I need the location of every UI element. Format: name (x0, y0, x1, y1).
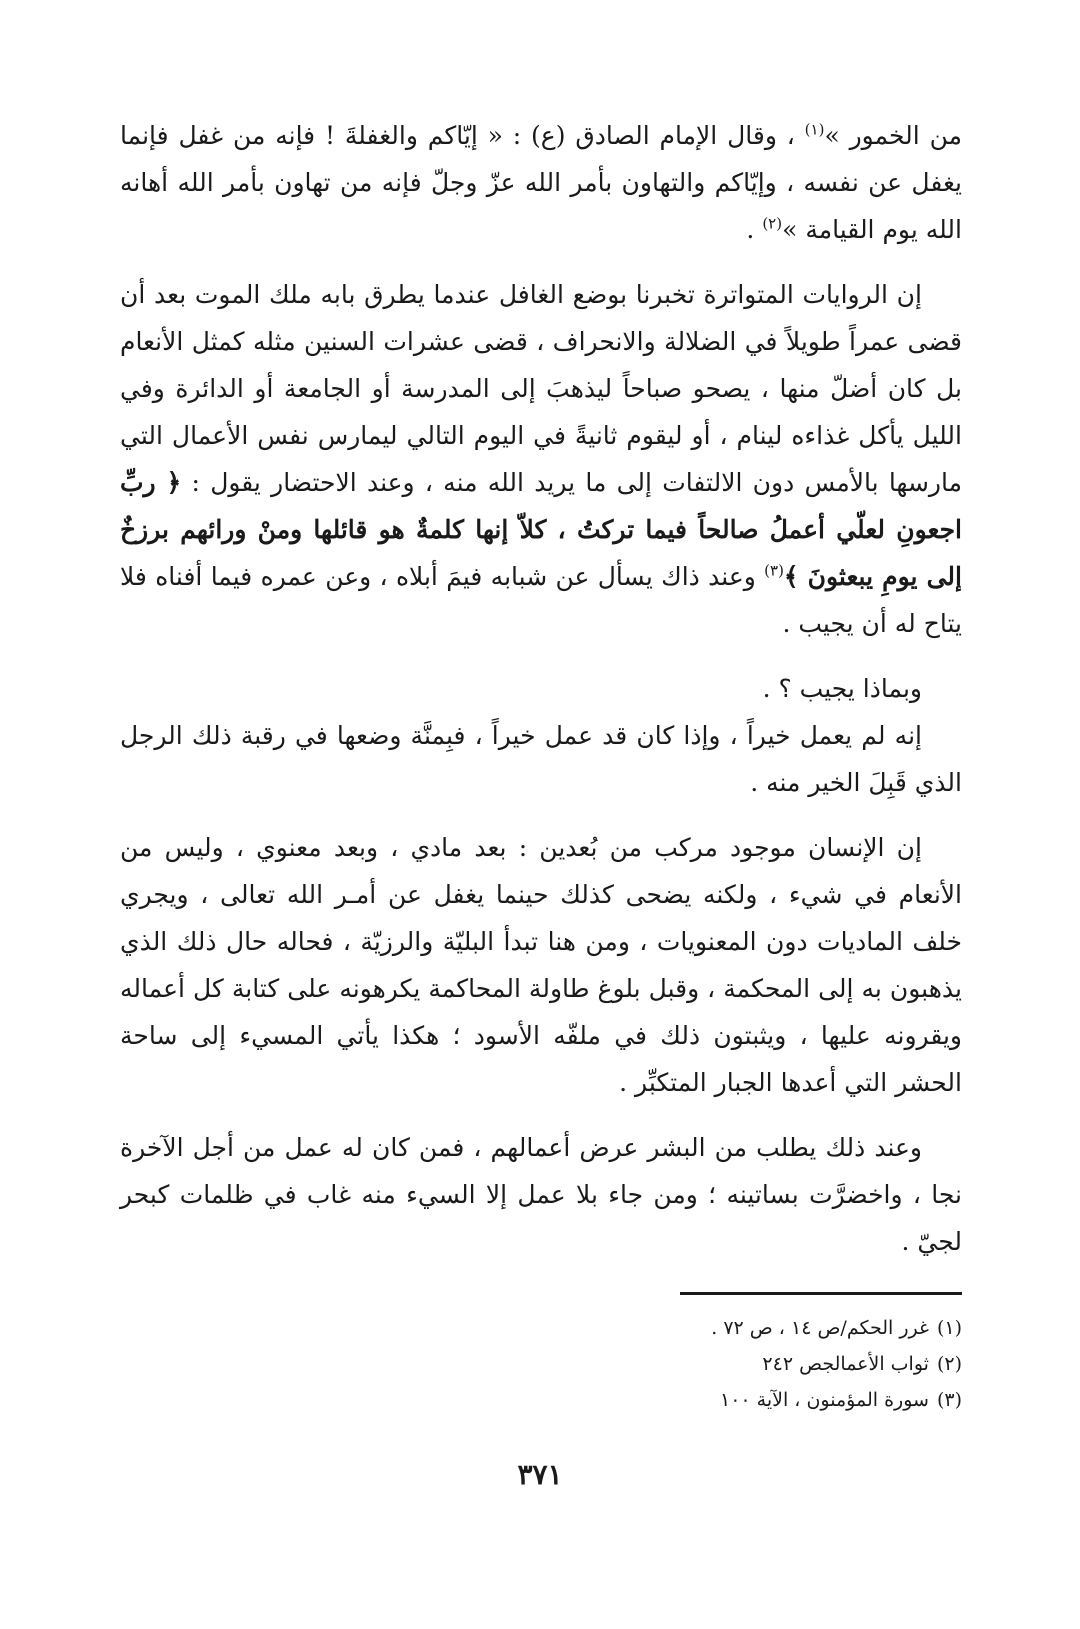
paragraph-1-text-start: من الخمور » (824, 121, 962, 150)
paragraph-6: وعند ذلك يطلب من البشر عرض أعمالهم ، فمن كان له عمل من أجل الآخرة نجا ، واخضرَّت بساتينه ؛ ومن جاء بلا عمل إلا السيء منه غاب في ظلمات كبحر لجيّ . (120, 1133, 962, 1256)
paragraph-2-text-end: وعند ذاك يسأل عن شبابه فيمَ أبلاه ، وعن عمره فيما أفناه فلا يتاح له أن يجيب . (120, 562, 962, 638)
page-number: ٣٧١ (517, 1458, 563, 1491)
footnote-ref-2: (٢) (762, 214, 783, 233)
footnote-2 (362, 1346, 962, 1382)
main-text (120, 112, 962, 1265)
footnote-3-number: (٣) (936, 1389, 962, 1411)
paragraph-3: وبماذا يجيب ؟ . (762, 674, 922, 703)
footnote-divider (680, 1292, 962, 1295)
footnote-1-number: (١) (936, 1317, 962, 1339)
footnotes (362, 1310, 962, 1418)
footnote-2-number: (٢) (936, 1353, 962, 1375)
footnote-1 (362, 1310, 962, 1346)
footnote-3 (362, 1382, 962, 1418)
paragraph-1-text-middle: ، وقال الإمام الصادق (ع) : « إيّاكم والغفلةَ ! فإنه من غفل فإنما يغفل عن نفسه ، وإيّاكم والتهاون بأمر الله عزّ وجلّ فإنه من تهاون بأمر الله أهانه الله يوم القيامة » (120, 121, 962, 244)
footnote-2-text: ثواب الأعمالجص ٢٤٢ (762, 1353, 929, 1375)
footnote-ref-1: (١) (804, 120, 825, 139)
paragraph-2 (120, 271, 962, 647)
footnote-1-text: غرر الحكم/ص ١٤ ، ص ٧٢ . (711, 1317, 929, 1339)
paragraph-2-text-start: إن الروايات المتواترة تخبرنا بوضع الغافل عندما يطرق بابه ملك الموت بعد أن قضى عمراً طويلاً في الضلالة والانحراف ، قضى عشرات السنين مثله كمثل الأنعام بل كان أضلّ منها ، يصحو صباحاً ليذهبَ إلى المدرسة أو الجامعة أو الدائرة وفي الليل يأكل غذاءه لينام ، أو ليقوم ثانيةً في اليوم التالي ليمارس نفس الأعمال التي مارسها بالأمس دون الالتفات إلى ما يريد الله منه ، وعند الاحتضار يقول : (120, 280, 962, 497)
paragraph-4: إنه لم يعمل خيراً ، وإذا كان قد عمل خيراً ، فبِمنَّة وضعها في رقبة ذلك الرجل الذي قَبِلَ الخير منه . (120, 721, 962, 797)
footnote-ref-3: (٣) (764, 561, 784, 580)
paragraph-1-text-end: . (746, 215, 763, 244)
paragraph-5: إن الإنسان موجود مركب من بُعدين : بعد مادي ، وبعد معنوي ، وليس من الأنعام في شيء ، ولكنه يضحى كذلك حينما يغفل عن أمـر الله تعالى ، ويجري خلف الماديات دون المعنويات ، ومن هنا تبدأ البليّة والرزيّة ، فحاله حال ذلك الذي يذهبون به إلى المحكمة ، وقبل بلوغ طاولة المحاكمة يكرهونه على كتابة كل أعماله ويقرونه عليها ، ويثبتون ذلك في ملفّه الأسود ؛ هكذا يأتي المسيء إلى ساحة الحشر التي أعدها الجبار المتكبِّر . (120, 833, 962, 1097)
quran-quote: ﴿ ربِّ اجعونِ لعلّي أعملُ صالحاً فيما تركتُ ، كلاّ إنها كلمةٌ هو قائلها ومنْ ورائهم برزخٌ إلى يومِ يبعثونَ ﴾ (120, 468, 962, 591)
footnote-3-text: سورة المؤمنون ، الآية ١٠٠ (720, 1389, 929, 1411)
paragraph-1 (120, 112, 962, 253)
